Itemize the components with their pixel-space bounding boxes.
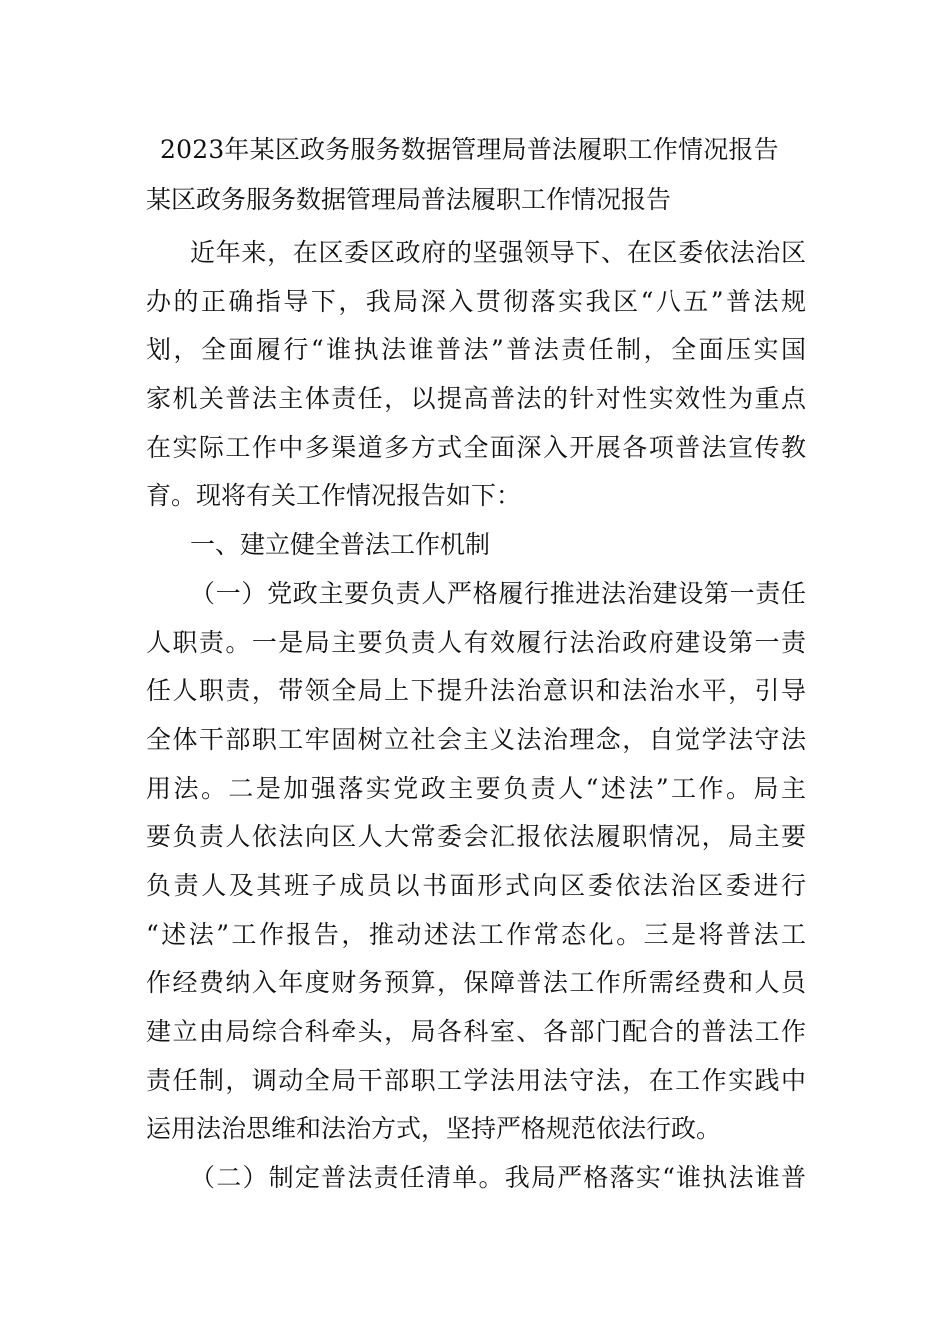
paragraph-one-line: 建立由局综合科牵头，局各科室、各部门配合的普法工作 [146, 1017, 806, 1046]
paragraph-one-line: 要负责人依法向区人大常委会汇报依法履职情况，局主要 [146, 822, 806, 852]
paragraph-one-line: 负责人及其班子成员以书面形式向区委依法治区委进行 [146, 870, 806, 900]
paragraph-one-line: 用法。二是加强落实党政主要负责人“述法”工作。局主 [146, 773, 806, 803]
paragraph-intro-line: 育。现将有关工作情况报告如下： [146, 481, 522, 511]
paragraph-one-line: 责任制，调动全局干部职工学法用法守法，在工作实践中 [146, 1065, 806, 1095]
paragraph-one-line: 运用法治思维和法治方式，坚持严格规范依法行政。 [146, 1114, 722, 1144]
paragraph-one-line: 人职责。一是局主要负责人有效履行法治政府建设第一责 [146, 627, 806, 657]
document-title: 2023年某区政务服务数据管理局普法履职工作情况报告 [160, 135, 779, 164]
paragraph-one-line: 全体干部职工牢固树立社会主义法治理念，自觉学法守法 [146, 724, 806, 754]
paragraph-intro-line: 划，全面履行“谁执法谁普法”普法责任制，全面压实国 [146, 335, 806, 365]
paragraph-intro-line: 家机关普法主体责任，以提高普法的针对性实效性为重点 [146, 384, 806, 414]
paragraph-intro-line: 办的正确指导下，我局深入贯彻落实我区“八五”普法规 [146, 286, 806, 316]
section-heading: 一、建立健全普法工作机制 [190, 530, 491, 560]
paragraph-one-line: 任人职责，带领全局上下提升法治意识和法治水平，引导 [146, 676, 806, 706]
paragraph-two-line: （二）制定普法责任清单。我局严格落实“谁执法谁普 [190, 1163, 806, 1193]
paragraph-one-line: （一）党政主要负责人严格履行推进法治建设第一责任 [190, 578, 806, 608]
paragraph-intro-line: 近年来，在区委区政府的坚强领导下、在区委依法治区 [190, 238, 806, 267]
paragraph-one-line: 作经费纳入年度财务预算，保障普法工作所需经费和人员 [146, 968, 806, 998]
document-subtitle: 某区政务服务数据管理局普法履职工作情况报告 [146, 185, 672, 214]
paragraph-intro-line: 在实际工作中多渠道多方式全面深入开展各项普法宣传教 [146, 432, 806, 462]
document-body [146, 229, 806, 1203]
paragraph-one-line: “述法”工作报告，推动述法工作常态化。三是将普法工 [146, 919, 806, 949]
